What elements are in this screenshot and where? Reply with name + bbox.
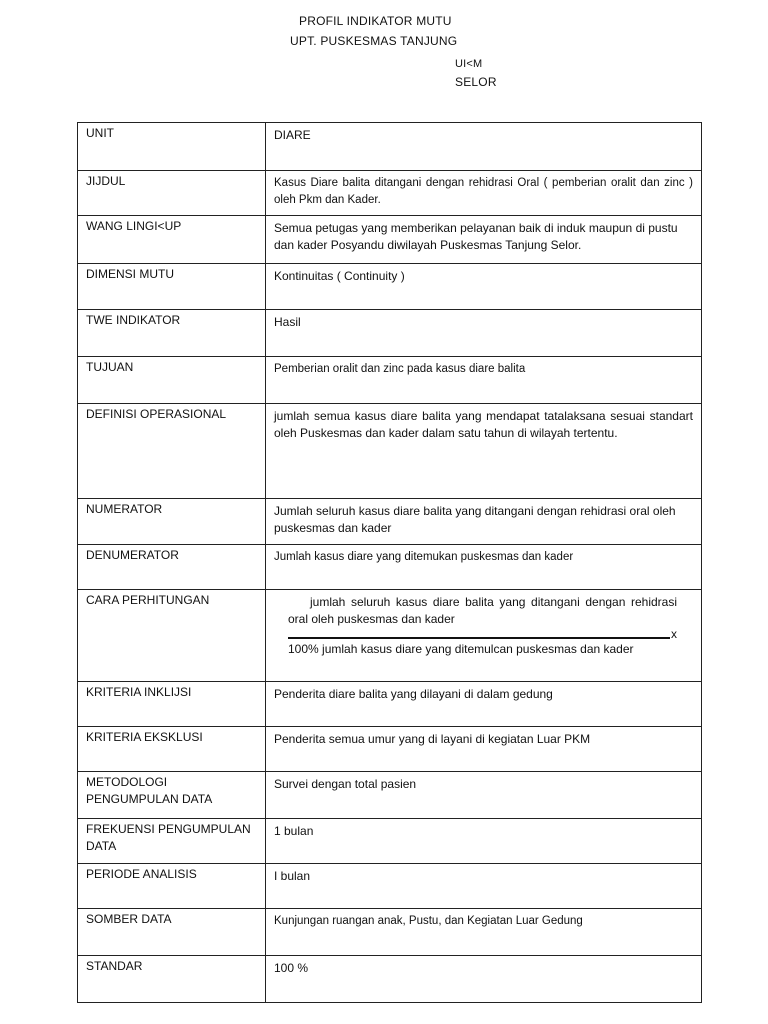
row-label: KRITERIA INKLIJSI [78,682,266,727]
indicator-profile-table [77,122,702,1003]
row-value: 1 bulan [266,819,702,864]
header-location: SELOR [455,75,497,89]
table-row [78,357,702,404]
row-label: JIJDUL [78,171,266,216]
row-value: Penderita semua umur yang di layani di kegiatan Luar PKM [266,727,702,772]
row-value: DIARE [266,123,702,171]
row-label: UNIT [78,123,266,171]
row-value: jumlah semua kasus diare balita yang mendapat tatalaksana sesuai standart oleh Puskesmas dan kader dalam satu tahun di wilayah tertentu. [266,404,702,499]
table-row [78,864,702,909]
row-value: Hasil [266,310,702,357]
row-label: TUJUAN [78,357,266,404]
table-row [78,171,702,216]
row-value: Survei dengan total pasien [266,772,702,819]
table-row [78,545,702,590]
table-row [78,727,702,772]
table-row [78,499,702,545]
row-label: DEFINISI OPERASIONAL [78,404,266,499]
table-row [78,404,702,499]
formula-denominator: 100% jumlah kasus diare yang ditemulcan puskesmas dan kader [288,642,634,656]
table-row [78,682,702,727]
header-mark: UI<M [455,58,483,70]
row-value: Jumlah kasus diare yang ditemukan puskesmas dan kader [266,545,702,590]
row-label: CARA PERHITUNGAN [78,590,266,682]
row-label: DIMENSI MUTU [78,264,266,310]
row-value: Penderita diare balita yang dilayani di dalam gedung [266,682,702,727]
table-row [78,264,702,310]
row-label: TWE INDIKATOR [78,310,266,357]
row-label: STANDAR [78,956,266,1003]
table-row [78,310,702,357]
row-value: Jumlah seluruh kasus diare balita yang ditangani dengan rehidrasi oral oleh puskesmas dan kader [266,499,702,545]
row-value: 100 % [266,956,702,1003]
formula-multiplier: x [671,627,677,641]
fraction-line [288,629,677,639]
row-value: Pemberian oralit dan zinc pada kasus diare balita [266,357,702,404]
table-row [78,909,702,956]
row-value: Semua petugas yang memberikan pelayanan baik di induk maupun di pustu dan kader Posyandu diwilayah Puskesmas Tanjung Selor. [266,216,702,264]
table-row [78,590,702,682]
calculation-formula [266,590,702,682]
row-label: FREKUENSI PENGUMPULAN DATA [78,819,266,864]
row-label: NUMERATOR [78,499,266,545]
row-value: Kunjungan ruangan anak, Pustu, dan Kegiatan Luar Gedung [266,909,702,956]
table-row [78,772,702,819]
table-row [78,216,702,264]
formula-numerator: jumlah seluruh kasus diare balita yang ditangani dengan rehidrasi oral oleh puskesmas dan kader [288,595,677,626]
row-label: PERIODE ANALISIS [78,864,266,909]
row-value: Kontinuitas ( Continuity ) [266,264,702,310]
row-label: WANG LINGI<UP [78,216,266,264]
row-value: Kasus Diare balita ditangani dengan rehidrasi Oral ( pemberian oralit dan zinc ) oleh Pkm dan Kader. [266,171,702,216]
row-label: KRITERIA EKSKLUSI [78,727,266,772]
row-label: METODOLOGI PENGUMPULAN DATA [78,772,266,819]
row-label: DENUMERATOR [78,545,266,590]
table-row [78,956,702,1003]
table-row [78,123,702,171]
document-subtitle: UPT. PUSKESMAS TANJUNG [290,34,458,48]
row-label: SOMBER DATA [78,909,266,956]
document-title: PROFIL INDIKATOR MUTU [299,14,452,28]
row-value: I bulan [266,864,702,909]
table-row [78,819,702,864]
